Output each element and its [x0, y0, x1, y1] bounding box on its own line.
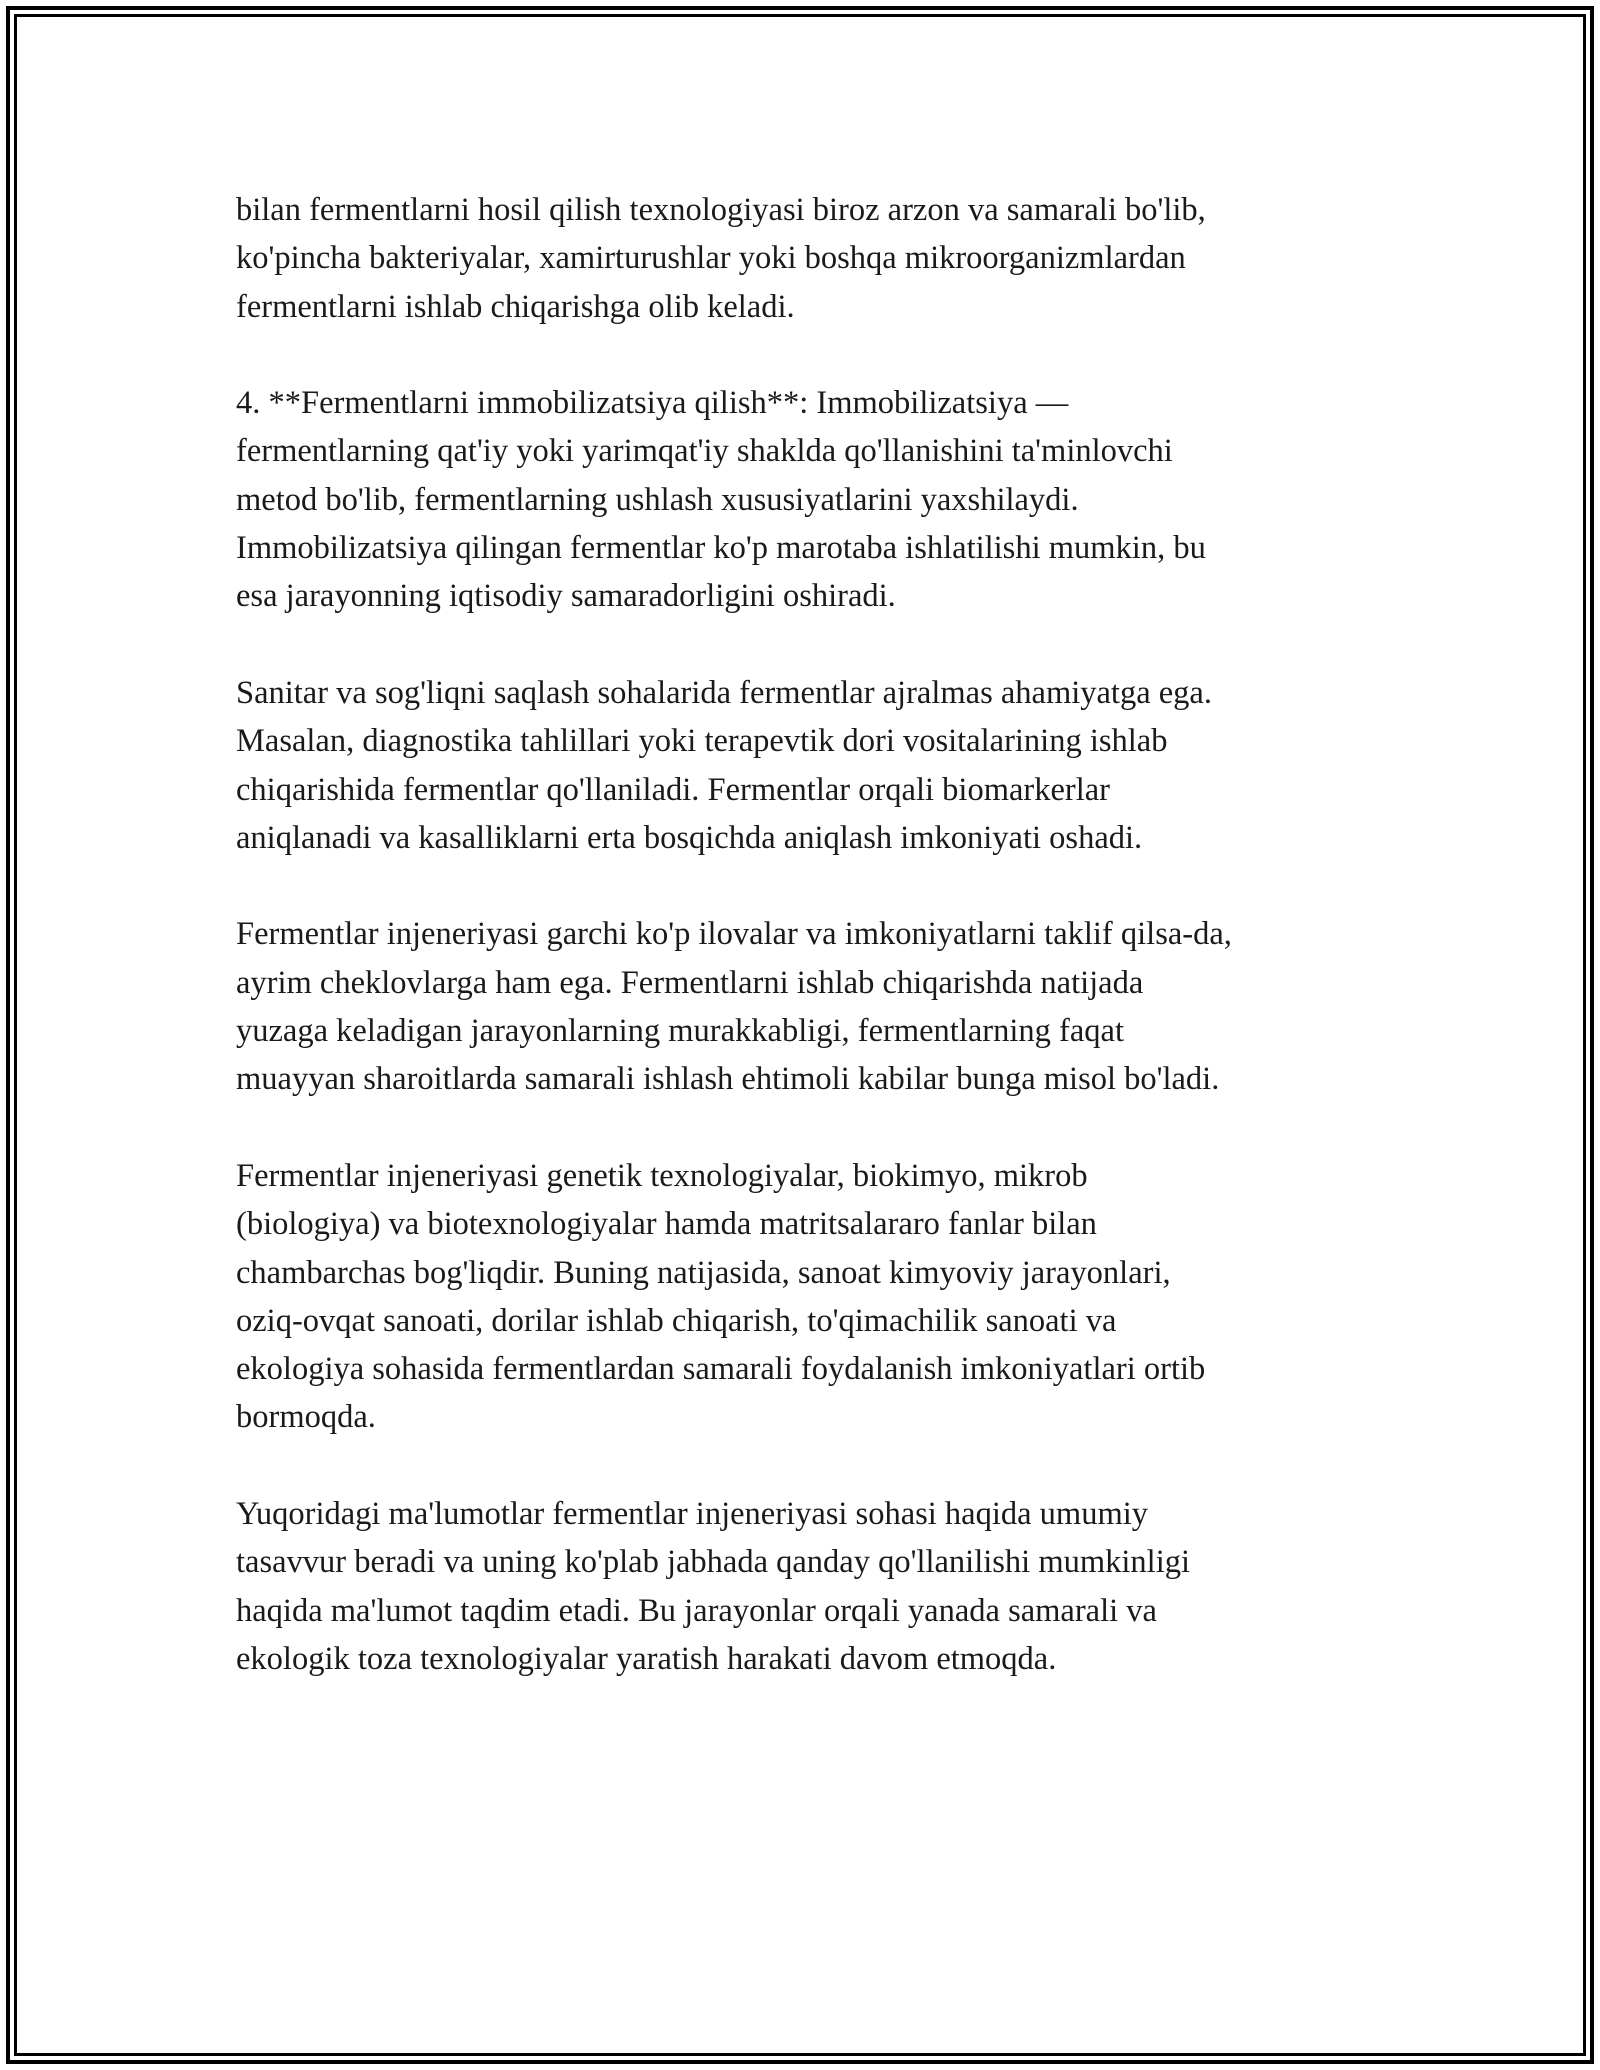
text-line: aniqlanadi va kasalliklarni erta bosqichda aniqlash imkoniyati oshadi. — [236, 819, 1143, 856]
paragraph-immobilization — [236, 379, 1396, 620]
text-line: Yuqoridagi ma'lumotlar fermentlar injeneriyasi sohasi haqida umumiy — [236, 1496, 1149, 1533]
text-line: fermentlarni ishlab chiqarishga olib keladi. — [236, 288, 795, 325]
paragraph-limitations — [236, 910, 1396, 1103]
text-line: Sanitar va sog'liqni saqlash sohalarida fermentlar ajralmas ahamiyatga ega. — [236, 674, 1212, 711]
text-line: Immobilizatsiya qilingan fermentlar ko'p marotaba ishlatilishi mumkin, bu — [236, 530, 1206, 567]
paragraph-continuation — [236, 186, 1396, 331]
paragraph-health — [236, 669, 1396, 862]
text-line: Fermentlar injeneriyasi garchi ko'p ilovalar va imkoniyatlarni taklif qilsa-da, — [236, 916, 1232, 953]
text-line: tasavvur beradi va uning ko'plab jabhada qanday qo'llanilishi mumkinligi — [236, 1544, 1191, 1581]
text-line: 4. **Fermentlarni immobilizatsiya qilish**: Immobilizatsiya — — [236, 385, 1069, 422]
text-line: bormoqda. — [236, 1399, 376, 1436]
paragraph-related-fields — [236, 1152, 1396, 1442]
text-line: bilan fermentlarni hosil qilish texnologiyasi biroz arzon va samarali bo'lib, — [236, 192, 1206, 228]
text-line: ko'pincha bakteriyalar, xamirturushlar yoki boshqa mikroorganizmlardan — [236, 240, 1186, 277]
text-line: muayyan sharoitlarda samarali ishlash ehtimoli kabilar bunga misol bo'ladi. — [236, 1061, 1220, 1098]
text-line: haqida ma'lumot taqdim etadi. Bu jarayonlar orqali yanada samarali va — [236, 1592, 1157, 1629]
text-line: oziq-ovqat sanoati, dorilar ishlab chiqarish, to'qimachilik sanoati va — [236, 1302, 1117, 1339]
text-line: chambarchas bog'liqdir. Buning natijasida, sanoat kimyoviy jarayonlari, — [236, 1254, 1171, 1291]
text-line: chiqarishida fermentlar qo'llaniladi. Fermentlar orqali biomarkerlar — [236, 771, 1110, 808]
text-line: Fermentlar injeneriyasi genetik texnologiyalar, biokimyo, mikrob — [236, 1157, 1088, 1194]
text-line: ayrim cheklovlarga ham ega. Fermentlarni ishlab chiqarishda natijada — [236, 964, 1144, 1001]
paragraph-conclusion — [236, 1490, 1396, 1683]
text-line: ekologik toza texnologiyalar yaratish harakati davom etmoqda. — [236, 1640, 1057, 1677]
text-line: esa jarayonning iqtisodiy samaradorligini oshiradi. — [236, 578, 896, 615]
text-line: yuzaga keladigan jarayonlarning murakkabligi, fermentlarning faqat — [236, 1013, 1124, 1050]
text-line: fermentlarning qat'iy yoki yarimqat'iy shaklda qo'llanishini ta'minlovchi — [236, 433, 1173, 470]
text-line: (biologiya) va biotexnologiyalar hamda matritsalararo fanlar bilan — [236, 1206, 1097, 1243]
text-line: ekologiya sohasida fermentlardan samarali foydalanish imkoniyatlari ortib — [236, 1351, 1206, 1388]
text-line: metod bo'lib, fermentlarning ushlash xususiyatlarini yaxshilaydi. — [236, 481, 1079, 518]
document-body — [236, 186, 1396, 1732]
text-line: Masalan, diagnostika tahlillari yoki terapevtik dori vositalarining ishlab — [236, 723, 1168, 760]
